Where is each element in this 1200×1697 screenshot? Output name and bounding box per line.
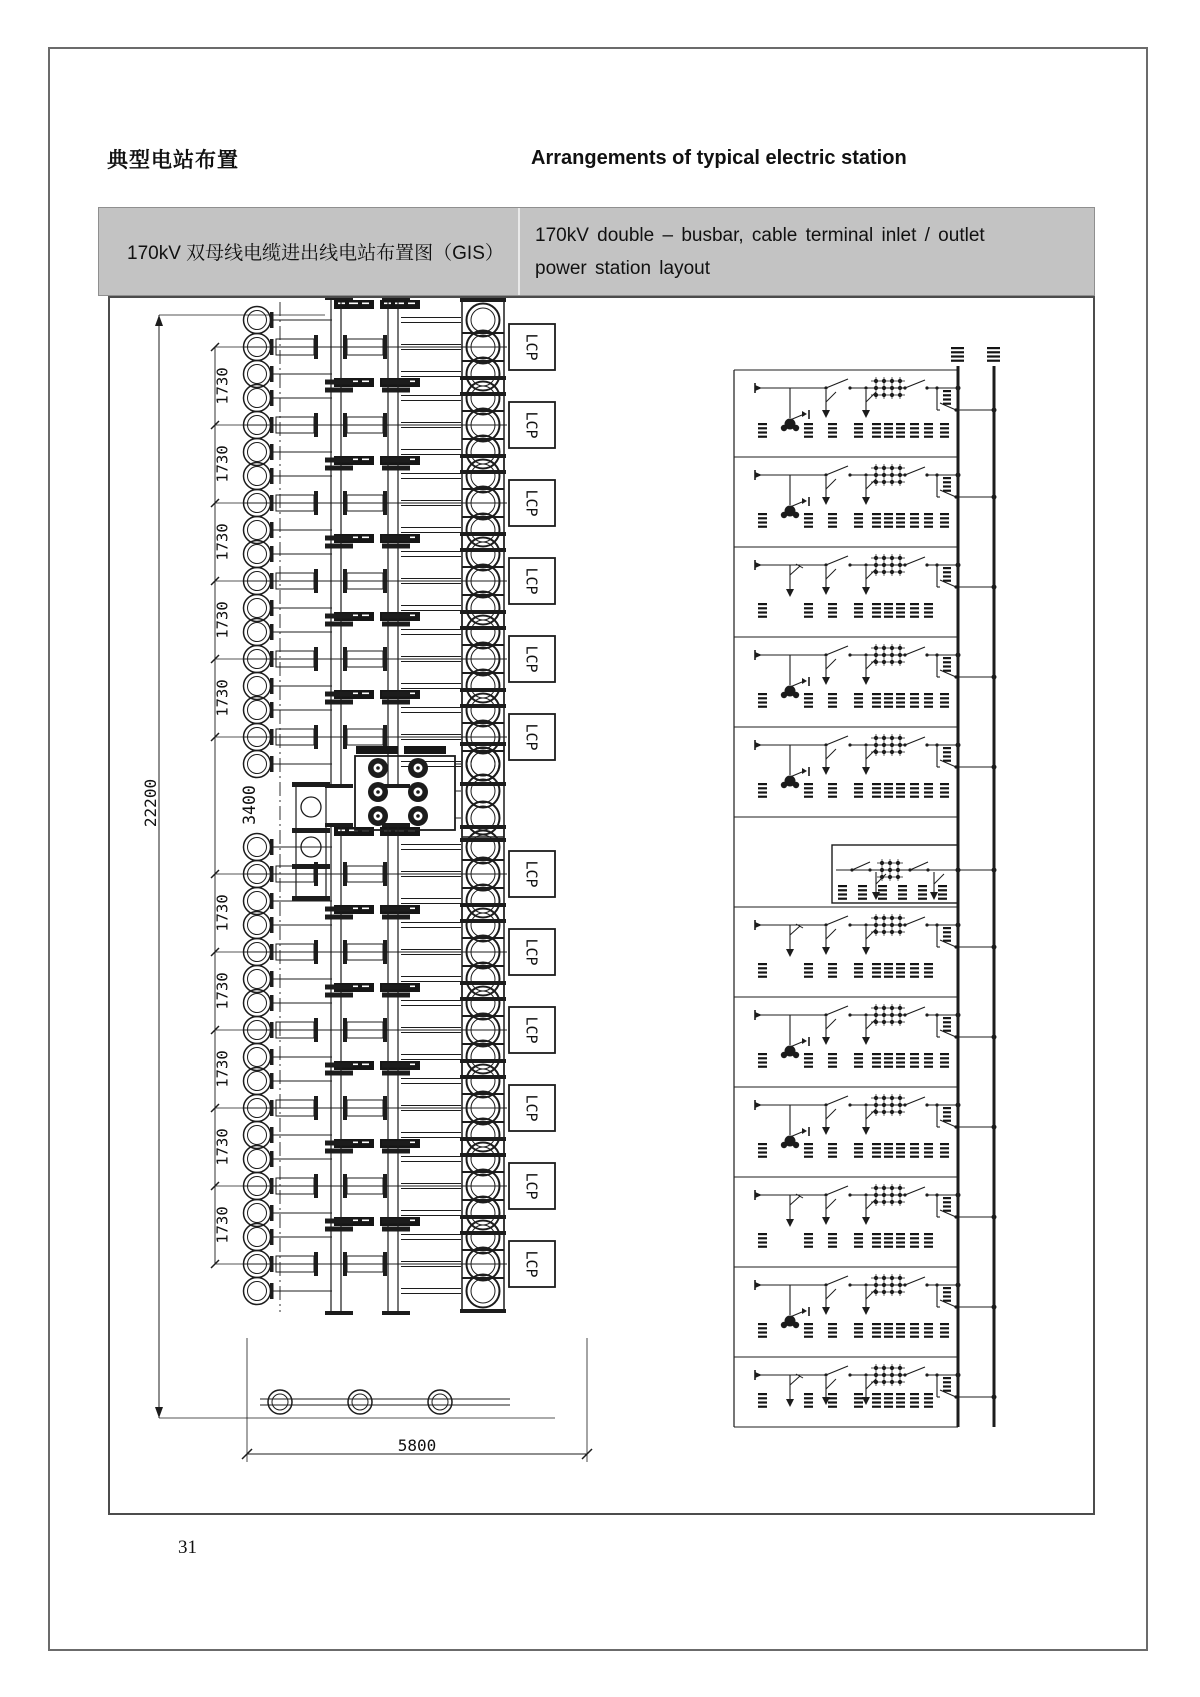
figure-caption-chinese-text: 170kV 双母线电缆进出线电站布置图（GIS） [127, 243, 504, 264]
lcp-box-label: LCP [522, 645, 541, 673]
figure-caption-english-line1: 170kV double – busbar, cable terminal inlet / outlet [535, 224, 985, 246]
dim-total-height: 22200 [140, 778, 160, 828]
figure-title-bar [98, 207, 1095, 296]
figure-caption-english-line2: power station layout [535, 257, 710, 279]
figure-caption-chinese [99, 208, 520, 295]
dim-bay-pitch: 1730 [213, 894, 232, 932]
lcp-box-label: LCP [522, 938, 541, 966]
dim-bay-pitch: 1730 [213, 601, 232, 639]
gis-plan-and-single-line-diagram [110, 298, 1097, 1517]
dim-bay-pitch: 1730 [213, 1128, 232, 1166]
dim-center-gap: 3400 [239, 785, 259, 825]
dim-bay-pitch: 1730 [213, 1050, 232, 1088]
drawing-frame [108, 296, 1095, 1515]
dim-bay-pitch: 1730 [213, 445, 232, 483]
page-title-english: Arrangements of typical electric station [531, 147, 907, 169]
lcp-box-label: LCP [522, 333, 541, 361]
lcp-box-label: LCP [522, 1250, 541, 1278]
dim-bay-pitch: 1730 [213, 1206, 232, 1244]
dim-width: 5800 [397, 1435, 437, 1455]
lcp-box-label: LCP [522, 860, 541, 888]
lcp-box-label: LCP [522, 567, 541, 595]
lcp-box-label: LCP [522, 1094, 541, 1122]
dim-bay-pitch: 1730 [213, 523, 232, 561]
lcp-box-label: LCP [522, 411, 541, 439]
lcp-box-label: LCP [522, 1016, 541, 1044]
lcp-box-label: LCP [522, 489, 541, 517]
page-title-chinese: 典型电站布置 [107, 149, 239, 172]
page-number: 31 [178, 1537, 197, 1558]
dim-bay-pitch: 1730 [213, 367, 232, 405]
dim-bay-pitch: 1730 [213, 972, 232, 1010]
dim-bay-pitch: 1730 [213, 679, 232, 717]
figure-caption-english [522, 208, 1094, 295]
lcp-box-label: LCP [522, 723, 541, 751]
lcp-box-label: LCP [522, 1172, 541, 1200]
